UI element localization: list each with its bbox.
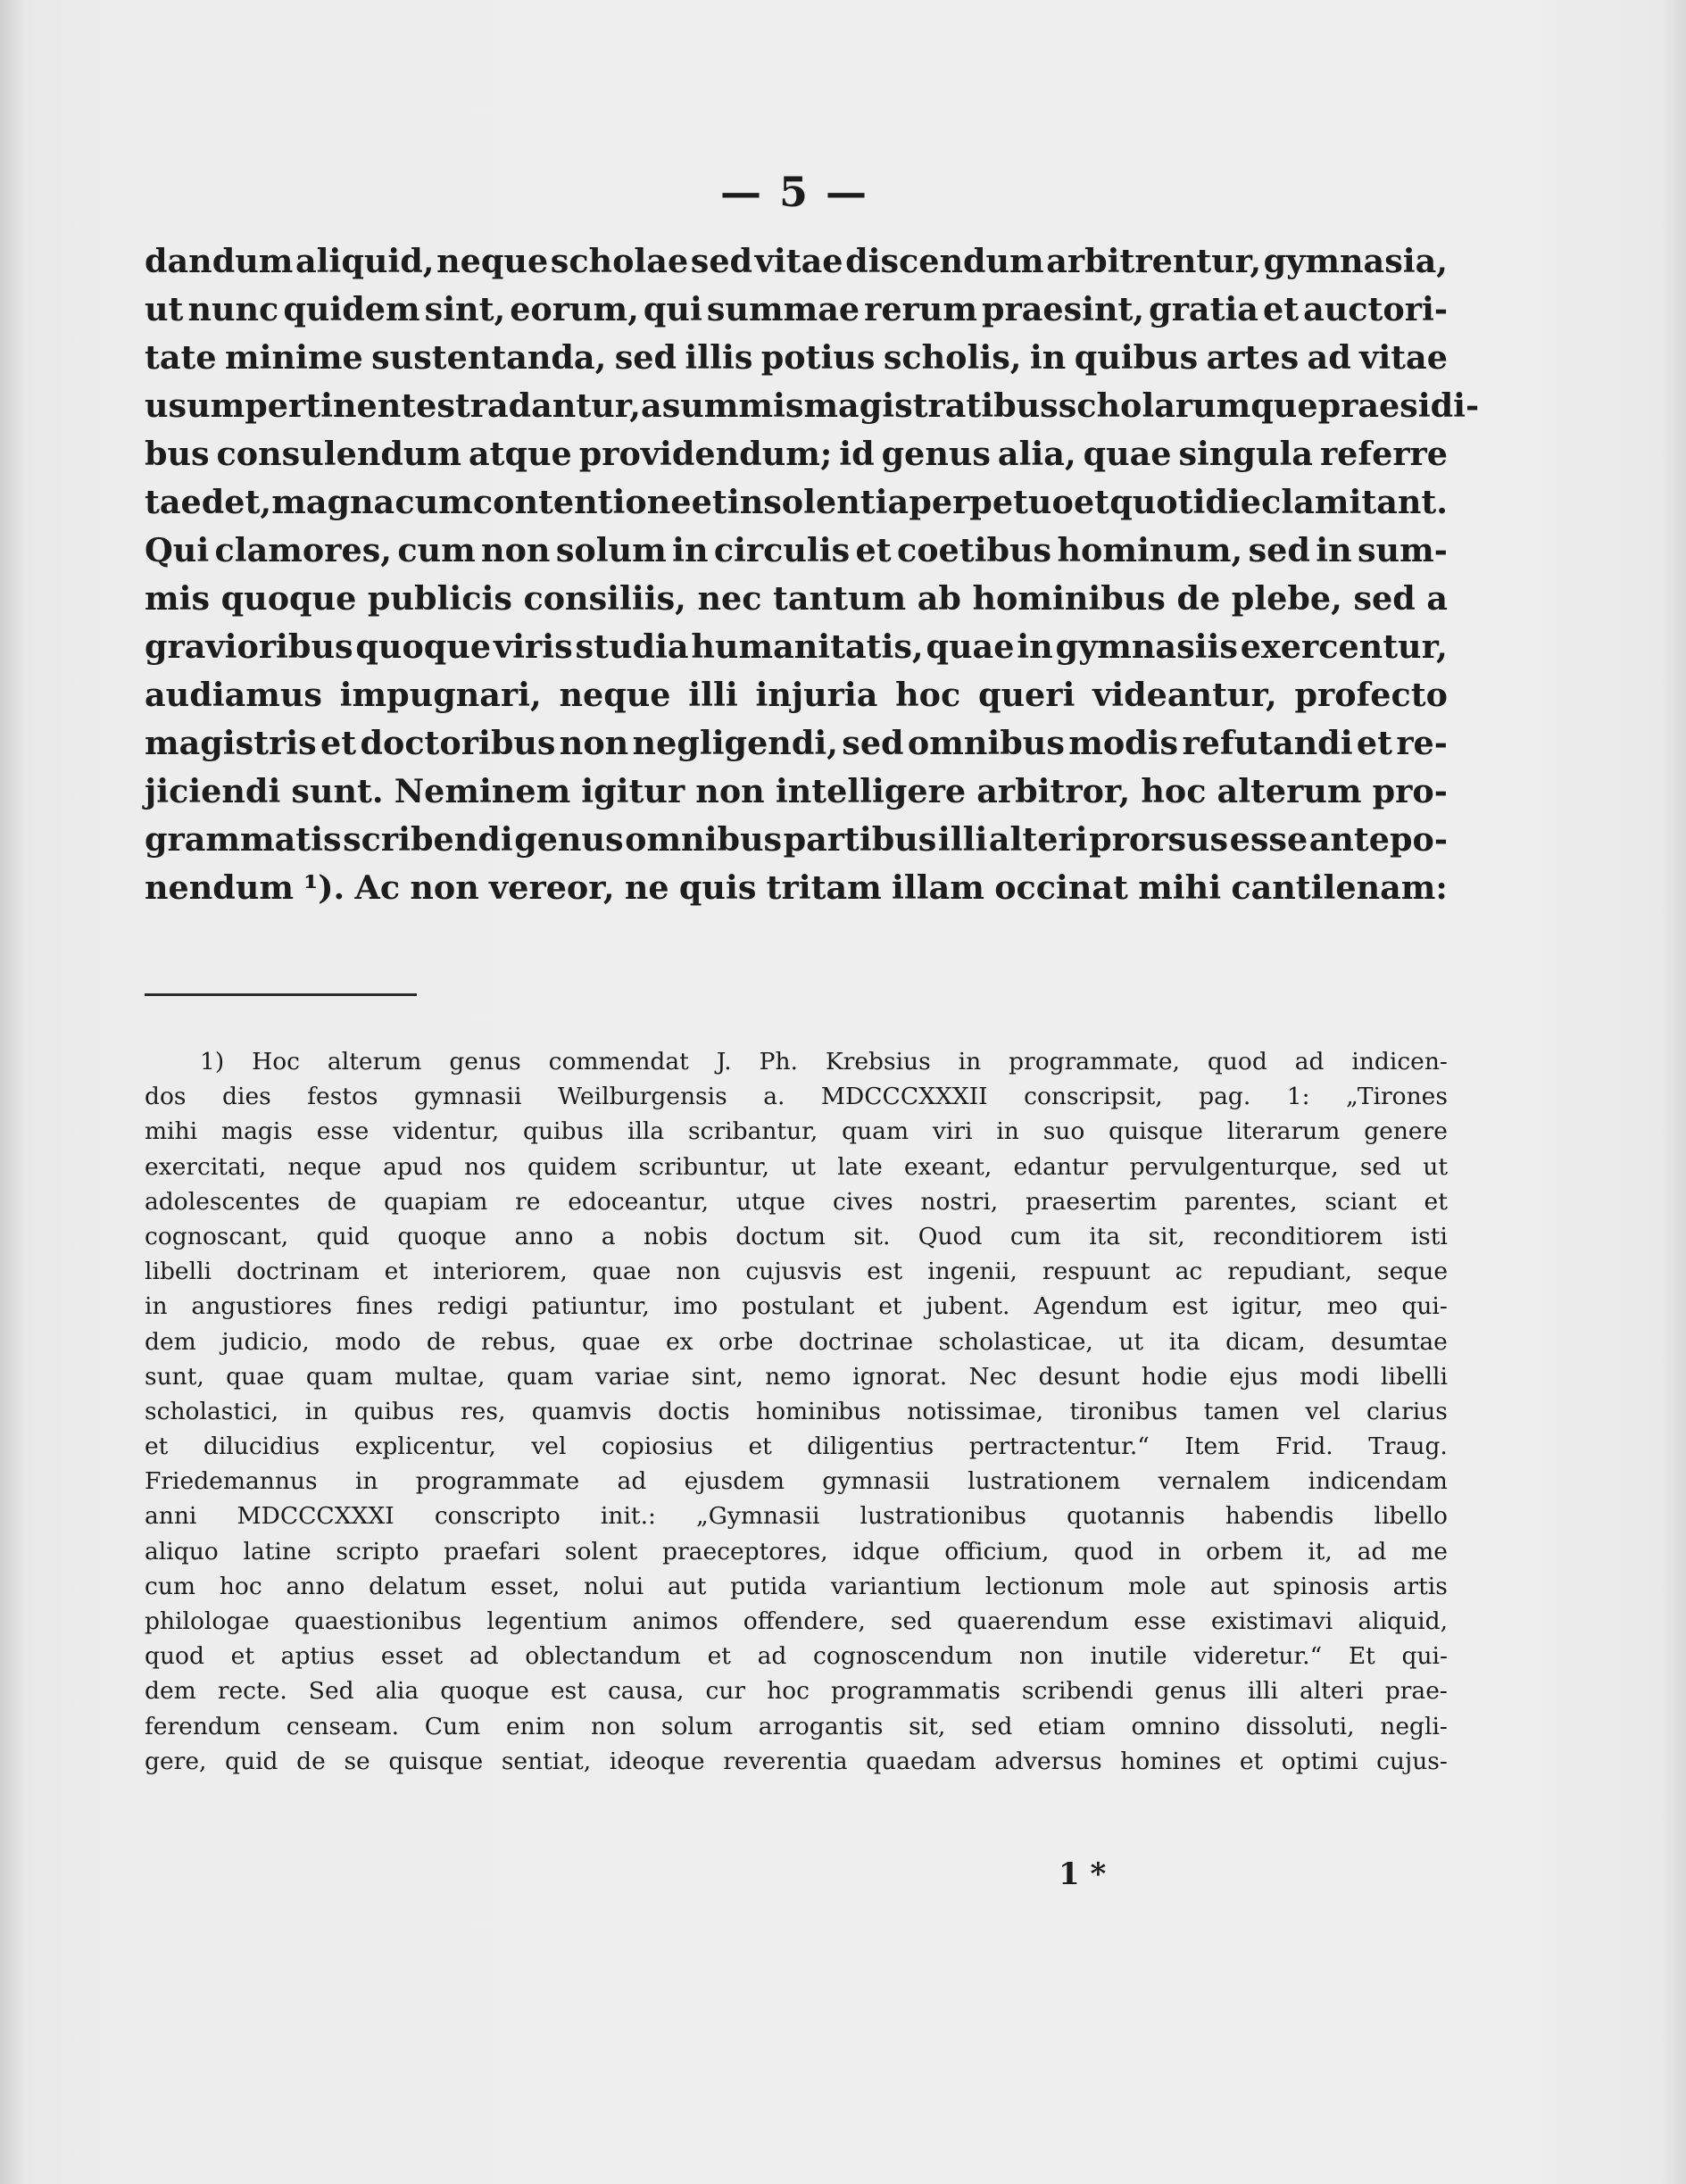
footnote-line: cognoscant, quid quoque anno a nobis doctum sit. Quod cum ita sit, reconditiorem isti — [145, 1222, 1448, 1250]
text-line: ut nunc quidem sint, eorum, qui summae rerum praesint, gratia et auctori- — [145, 290, 1448, 328]
text-line: Qui clamores, cum non solum in circulis et coetibus hominum, sed in sum- — [145, 531, 1448, 569]
footnote-line: in angustiores fines redigi patiuntur, imo postulant et jubent. Agendum est igitur, meo qui- — [145, 1292, 1448, 1321]
footnote-line: philologae quaestionibus legentium animos offendere, sed quaerendum esse existimavi aliquid, — [145, 1607, 1448, 1635]
signature-mark: 1 * — [1059, 1856, 1107, 1892]
text-line: audiamus impugnari, neque illi injuria hoc queri videantur, profecto — [145, 676, 1448, 714]
main-text — [145, 237, 1480, 912]
text-line: mis quoque publicis consiliis, nec tantum ab hominibus de plebe, sed a — [145, 579, 1448, 618]
footnote-line: dem judicio, modo de rebus, quae ex orbe doctrinae scholasticae, ut ita dicam, desumtae — [145, 1327, 1448, 1356]
footnote-line: anni MDCCCXXXI conscripto init.: „Gymnasii lustrationibus quotannis habendis libello — [145, 1502, 1448, 1531]
text-line: magistris et doctoribus non negligendi, sed omnibus modis refutandi et re- — [145, 724, 1448, 762]
text-line: gravioribus quoque viris studia humanitatis, quae in gymnasiis exercentur, — [145, 627, 1448, 666]
text-line: jiciendi sunt. Neminem igitur non intelligere arbitror, hoc alterum pro- — [145, 772, 1448, 810]
footnote-line: quod et aptius esset ad oblectandum et ad cognoscendum non inutile videretur.“ Et qui- — [145, 1642, 1448, 1671]
text-line: grammatis scribendi genus omnibus partibus illi alteri prorsus esse antepo- — [145, 820, 1448, 859]
footnote-line: 1) Hoc alterum genus commendat J. Ph. Krebsius in programmate, quod ad indicen- — [200, 1048, 1448, 1075]
text-line: usum pertinentes tradantur, a summis magistratibus scholarumque praesidi- — [145, 386, 1480, 425]
footnote-line: adolescentes de quapiam re edoceantur, utque cives nostri, praesertim parentes, sciant et — [145, 1187, 1448, 1216]
footnote-line: et dilucidius explicentur, vel copiosius et diligentius pertractentur.“ Item Frid. Traug. — [145, 1432, 1448, 1461]
text-line: taedet, magna cum contentione et insolentia perpetuo et quotidie clamitant. — [145, 483, 1448, 521]
page-number: — 5 — — [719, 168, 869, 216]
footnote-line: gere, quid de se quisque sentiat, ideoque reverentia quaedam adversus homines et optimi cujus- — [145, 1747, 1448, 1775]
footnote-line: dem recte. Sed alia quoque est causa, cur hoc programmatis scribendi genus illi alteri prae- — [145, 1677, 1448, 1706]
text-line: bus consulendum atque providendum; id genus alia, quae singula referre — [145, 435, 1448, 473]
footnote-line: dos dies festos gymnasii Weilburgensis a. MDCCCXXXII conscripsit, pag. 1: „Tirones — [145, 1083, 1448, 1111]
text-line: tate minime sustentanda, sed illis potius scholis, in quibus artes ad vitae — [145, 338, 1448, 377]
footnote-line: cum hoc anno delatum esset, nolui aut putida variantium lectionum mole aut spinosis artis — [145, 1572, 1448, 1600]
footnote-divider — [145, 993, 417, 996]
footnote-line: exercitati, neque apud nos quidem scribuntur, ut late exeant, edantur pervulgenturque, sed ut — [145, 1152, 1448, 1181]
footnote-line: sunt, quae quam multae, quam variae sint, nemo ignorat. Nec desunt hodie ejus modi libelli — [145, 1362, 1448, 1391]
footnote-line: Friedemannus in programmate ad ejusdem gymnasii lustrationem vernalem indicendam — [145, 1467, 1448, 1496]
footnote-line: aliquo latine scripto praefari solent praeceptores, idque officium, quod in orbem it, ad me — [145, 1537, 1448, 1565]
footnote-line: mihi magis esse videntur, quibus illa scribantur, quam viri in suo quisque literarum genere — [145, 1117, 1448, 1146]
footnote-line: libelli doctrinam et interiorem, quae non cujusvis est ingenii, respuunt ac repudiant, seque — [145, 1258, 1448, 1286]
footnote-block — [145, 1044, 1448, 1779]
text-line: dandum aliquid, neque scholae sed vitae discendum arbitrentur, gymnasia, — [145, 242, 1448, 280]
footnote-line: scholastici, in quibus res, quamvis doctis hominibus notissimae, tironibus tamen vel clarius — [145, 1397, 1448, 1425]
text-line: nendum ¹). Ac non vereor, ne quis tritam illam occinat mihi cantilenam: — [145, 868, 1448, 907]
footnote-line: ferendum censeam. Cum enim non solum arrogantis sit, sed etiam omnino dissoluti, negli- — [145, 1712, 1448, 1740]
